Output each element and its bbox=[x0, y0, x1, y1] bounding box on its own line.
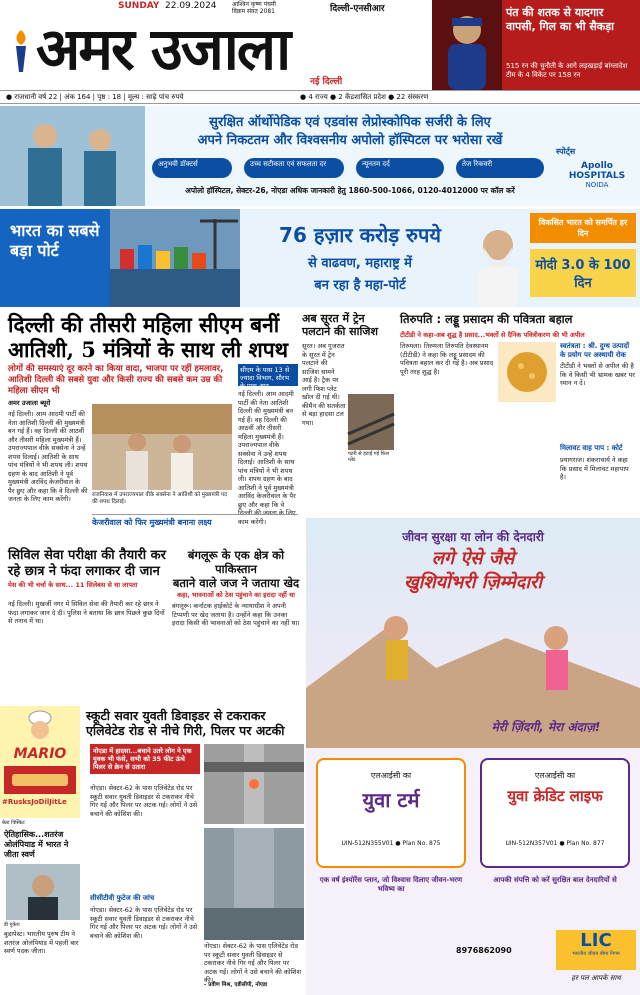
lic-logo bbox=[556, 930, 636, 970]
feature-pill: अनुभवी डॉक्टर्स bbox=[152, 158, 232, 178]
civil-headline2: रहे छात्र ने फंदा लगाकर दी जान bbox=[8, 564, 160, 579]
info-right: ● 4 राज्य ● 2 केंद्रशासित प्रदेश ● 22 संस्करण bbox=[300, 93, 429, 101]
lic-top3: खुशियोंभरी ज़िम्मेदारी bbox=[403, 572, 543, 593]
milavat-body: प्रयागराज। शंकराचार्य ने कहा कि प्रसाद में मिलावट महापाप है। bbox=[560, 456, 629, 481]
scooty-headline1: स्कूटी सवार युवती डिवाइडर से टकराकर bbox=[86, 708, 266, 723]
lead-story[interactable] bbox=[8, 312, 298, 362]
apollo-brand-loc: NOIDA bbox=[585, 181, 609, 189]
apollo-features bbox=[152, 158, 552, 180]
scooty-body: नोएडा। सेक्टर-62 के पास एलिवेटेड रोड पर स्कूटी सवार युवती डिवाइडर से टकराकर नीचे गिर गई और पिलर पर अटक गई। लोगों ने उसे बचाने की कोशिश की। bbox=[90, 784, 198, 818]
lic-plan1-uin: UIN-512N355V01 ● Plan No. 875 bbox=[341, 840, 441, 847]
port-right2: मोदी 3.0 के 100 दिन bbox=[530, 249, 636, 297]
apollo-tag: स्पोर्ट्स bbox=[556, 147, 576, 156]
tirupati-headline: तिरुपति : लड्डू प्रसादम की पवित्रता बहाल bbox=[400, 312, 573, 326]
chess-headline: ऐतिहासिक...शतरंज ओलंपियाड में भारत ने जीता स्वर्ण bbox=[4, 830, 69, 859]
scooty-body3: नोएडा। सेक्टर-62 के पास एलिवेटेड रोड पर स्कूटी सवार युवती डिवाइडर से टकराकर नीचे गिर गई और पिलर पर अटक गई। लोगों ने उसे बचाने की कोशिश की। bbox=[204, 942, 302, 984]
masthead bbox=[10, 14, 430, 90]
lead-sub-box: सीएम के पास 13 से ज्यादा विभाग, सौरभ के पास आठ bbox=[238, 364, 298, 386]
scooty-photo1 bbox=[204, 744, 304, 824]
lic-plan1-name: युवा टर्म bbox=[362, 788, 420, 812]
promo-sub: 515 रन की चुनौती के आगे लड़खड़ाई बांग्लादेश टीम के 4 विकेट पर 158 रन bbox=[506, 62, 628, 79]
apollo-headline1: सुरक्षित ऑर्थोपेडिक एवं एडवांस लेप्रोस्कोपिक सर्जरी के लिए bbox=[209, 115, 491, 130]
lic-plan2-uin: UIN-512N357V01 ● Plan No. 877 bbox=[505, 840, 605, 847]
scooty-credit: - प्रवीण मिश्र, एडीसीपी, नोएडा bbox=[204, 982, 268, 988]
bengaluru-headline2: बताने वाले जज ने जताया खेद bbox=[172, 576, 300, 590]
scooty-photo2 bbox=[204, 828, 304, 940]
chess-photo bbox=[6, 864, 80, 920]
feature-pill: न्यूनतम दर्द bbox=[356, 158, 444, 178]
milavat-headline: मिलावट वाह पाप : कोर्ट bbox=[560, 444, 623, 452]
edition: दिल्ली-एनसीआर bbox=[330, 4, 385, 14]
bengaluru-headline1: बंगलूरू के एक क्षेत्र को पाकिस्तान bbox=[187, 548, 285, 576]
feature-pill: उच्च सटीकता एवं सफलता दर bbox=[244, 158, 344, 178]
bengaluru-sub: कहा, भावनाओं को ठेस पहुंचाने का इरादा नहीं था bbox=[177, 591, 295, 599]
lic-top2: लगे ऐसे जैसे bbox=[431, 548, 515, 569]
lic-phone: 8976862090 bbox=[456, 946, 512, 955]
scooty-story[interactable] bbox=[86, 708, 304, 738]
lic-plan2-note: आपकी संपत्ति को करें सुरक्षित बाल देनदारियों से bbox=[493, 876, 617, 884]
torch-icon bbox=[10, 28, 32, 74]
port-photo bbox=[110, 209, 240, 307]
apollo-address: अपोलो हॉस्पिटल, सेक्टर-26, नोएडा अधिक जानकारी हेतु 1860-500-1066, 0120-4012000 पर कॉल करें bbox=[185, 186, 515, 195]
lic-plan2-pre: एलआईसी का bbox=[534, 771, 576, 780]
samvat: विक्रम संवत 2081 bbox=[232, 8, 275, 15]
lead-headline2: आतिशी, 5 मंत्रियों के साथ ली शपथ bbox=[8, 337, 289, 362]
port-line3: बन रहा है महा-पोर्ट bbox=[314, 278, 406, 293]
lic-top1: जीवन सुरक्षा या लोन की देनदारी bbox=[402, 530, 544, 544]
civil-sub: मेस की भी चर्चा के साथ... 11 सिलेबस से था लापता bbox=[8, 581, 138, 589]
surat-body: सूरत। अब गुजरात के सूरत में ट्रेन पलटाने की साजिश सामने आई है। ट्रैक पर लगी फिश प्लेट खोल दी गई थी। कीमैन की सतर्कता से बड़ा हादसा टल गया। bbox=[302, 342, 346, 427]
dateline-day: SUNDAY bbox=[118, 1, 160, 11]
scooty-cctv: सीसीटीवी फुटेज की जांच bbox=[90, 894, 155, 902]
surat-headline: अब सूरत में ट्रेन पलटाने की साजिश bbox=[302, 312, 378, 338]
apollo-brand: Apollo HOSPITALS bbox=[568, 161, 626, 181]
feature-pill: तेज रिकवरी bbox=[456, 158, 544, 178]
lead-photo-caption: राजनिवास में उपराज्यपाल वीके सक्सेना ने आतिशी को मुख्यमंत्री पद की शपथ दिलाई। bbox=[92, 492, 228, 505]
civil-body: नई दिल्ली। मुखर्जी नगर में सिविल सेवा की तैयारी कर रहे छात्र ने फंदा लगाकर जान दे दी। पुलिस ने बताया कि छात्र पिछले कुछ दिनों से तनाव में था। bbox=[8, 600, 165, 625]
lic-brand: LIC bbox=[580, 930, 612, 951]
port-right1: विकसित भारत को समर्पित हर दिन bbox=[530, 213, 636, 243]
header-promo[interactable] bbox=[432, 0, 640, 90]
civil-headline1: सिविल सेवा परीक्षा की तैयारी कर bbox=[8, 548, 166, 563]
surgery-photo bbox=[0, 106, 145, 206]
lic-plan2-name: युवा क्रेडिट लाइफ bbox=[507, 787, 603, 805]
lic-plan1-note: एक वर्ष इंश्योरेंस प्लान, जो विश्वास दिलाए जीवन-भरण भविष्य का bbox=[319, 876, 463, 893]
mario-brand: MARIO bbox=[13, 746, 67, 762]
lic-slogan: मेरी ज़िंदगी, मेरा अंदाज़! bbox=[491, 720, 601, 734]
lead-deck: लोगों की समस्याएं दूर करने का किया वादा, भाजपा पर रहीं हमलावर, आतिशी दिल्ली की सबसे युवा और किसी राज्य की सबसे कम उम्र की महिला सीएम भी bbox=[8, 364, 224, 396]
tirupati-body: तिरुमला। तिरुमला तिरुपति देवस्थानम (टीटीडी) ने कहा कि लड्डू प्रसादम की पवित्रता बहाल कर दी गई है। अब प्रसाद पूरी तरह शुद्ध है। bbox=[400, 342, 494, 376]
rusk-pack bbox=[4, 766, 76, 794]
lic-plan1-card[interactable] bbox=[316, 758, 466, 868]
lic-plan2-card[interactable] bbox=[480, 758, 630, 868]
lic-brand-full: भारतीय जीवन बीमा निगम bbox=[572, 951, 620, 957]
laddu-photo bbox=[498, 342, 556, 402]
masthead-title: अमर उजाला bbox=[36, 15, 290, 83]
scooty-headline2: एलिवेटेड रोड से नीचे गिरी, पिलर पर अटकी bbox=[86, 723, 285, 738]
lic-tagline: हर पल आपके साथ bbox=[571, 974, 621, 982]
info-left: ● राजधानी वर्ष 22 | अंक 164 | पृष्ठ : 18 | मूल्य : साढ़े पांच रुपये bbox=[6, 93, 184, 101]
port-left: भारत का सबसे बड़ा पोर्ट bbox=[0, 209, 110, 307]
apollo-ad[interactable] bbox=[0, 106, 640, 206]
tirupati-sub: टीटीडी ने कहा-अब शुद्ध है प्रसाद...भक्तों से दैनिक पवित्रीकरण की भी अपील bbox=[400, 331, 585, 339]
lead-body: नई दिल्ली। आम आदमी पार्टी की नेता आतिशी दिल्ली की मुख्यमंत्री बन गई हैं। वह दिल्ली की आठवीं और तीसरी महिला मुख्यमंत्री हैं। उपराज्यपाल वीके सक्सेना ने उन्हें शपथ दिलाई। आतिशी के साथ पांच मंत्रियों ने भी शपथ ली। शपथ ग्रहण के बाद आतिशी ने पूर्व मुख्यमंत्री अरविंद केजरीवाल के पैर छुए और कहा कि वे दिल्ली की जनता के लिए काम करेंगी। bbox=[8, 410, 88, 503]
masthead-city: नई दिल्ली bbox=[310, 77, 343, 87]
lead-photo bbox=[92, 404, 232, 490]
port-ad[interactable] bbox=[0, 209, 640, 307]
surat-caption: पटरी से हटाई गई फिश प्लेट bbox=[348, 451, 390, 463]
swami-headline: स्वतंत्रता : श्री. दुग्ध उत्पादों के प्रयोग पर अस्थायी रोक bbox=[560, 342, 630, 359]
chef-icon bbox=[24, 710, 56, 742]
lic-plan1-pre: एलआईसी का bbox=[370, 771, 412, 780]
pm-photo bbox=[470, 209, 526, 307]
promo-headline: पंत की शतक से यादगार वापसी, गिल का भी सैकड़ा bbox=[506, 6, 614, 33]
surat-photo bbox=[348, 394, 394, 450]
port-line2: से वाढवण, महाराष्ट्र में bbox=[308, 256, 412, 271]
lead-byline: अमर उजाला ब्यूरो bbox=[8, 399, 51, 407]
kejriwal-heading: केजरीवाल को फिर मुख्यमंत्री बनाना लक्ष्य bbox=[92, 514, 298, 528]
civil-story[interactable] bbox=[8, 548, 168, 589]
port-amount: 76 हज़ार करोड़ रुपये bbox=[279, 223, 441, 247]
info-bar bbox=[0, 90, 640, 104]
apollo-headline2: अपने निकटतम और विश्वसनीय अपोलो हॉस्पिटल पर भरोसा रखें bbox=[197, 133, 503, 148]
lic-ad[interactable] bbox=[306, 518, 640, 995]
cricketer-photo bbox=[432, 0, 502, 90]
bengaluru-body: बंगलूरू। कर्नाटक हाईकोर्ट के न्यायाधीश ने अपनी टिप्पणी पर खेद जताया है। उन्होंने कहा कि उनका इरादा किसी की भावनाओं को ठेस पहुंचाने का नहीं था। bbox=[172, 602, 300, 627]
chess-body: बुडापेस्ट। भारतीय पुरुष टीम ने शतरंज ओलंपियाड में पहली बार स्वर्ण पदक जीता। bbox=[4, 930, 79, 955]
lead-body-col2: नई दिल्ली। आम आदमी पार्टी की नेता आतिशी दिल्ली की मुख्यमंत्री बन गई हैं। वह दिल्ली की आठवीं और तीसरी महिला मुख्यमंत्री हैं। उपराज्यपाल वीके सक्सेना ने उन्हें शपथ दिलाई। आतिशी के साथ पांच मंत्रियों ने भी शपथ ली। शपथ ग्रहण के बाद आतिशी ने पूर्व मुख्यमंत्री अरविंद केजरीवाल के पैर छुए और कहा कि वे दिल्ली की जनता के लिए काम करेंगी। bbox=[238, 390, 296, 526]
lead-headline1: दिल्ली की तीसरी महिला सीएम बनीं bbox=[8, 312, 280, 337]
mario-ad[interactable] bbox=[0, 706, 80, 818]
chess-caption: डी गुकेश bbox=[4, 922, 20, 928]
scooty-body2: नोएडा। सेक्टर-62 के पास एलिवेटेड रोड पर स्कूटी सवार युवती डिवाइडर से टकराकर नीचे गिर गई और पिलर पर अटक गई। लोगों ने उसे बचाने की कोशिश की। bbox=[90, 906, 198, 940]
hindi-date: आश्विन कृष्ण पंचमी bbox=[232, 1, 276, 8]
mario-hashtag: #RusksJoDilJitLe bbox=[2, 798, 67, 806]
mario-label: बेल्ट विस्किट bbox=[2, 820, 25, 826]
apollo-logo bbox=[558, 161, 636, 189]
swami-body: टीटीडी ने भक्तों से अपील की है कि वे किसी भी भ्रामक खबर पर ध्यान न दें। bbox=[560, 362, 635, 387]
dateline-date: 22.09.2024 bbox=[165, 1, 217, 11]
scooty-highlight: नोएडा में हादसा...बचाने उतरे लोग ने एक युवक भी फंसे, सभी को 35 फीट ऊंचे पिलर से क्रेन से उतारा bbox=[90, 744, 200, 774]
bengaluru-story[interactable] bbox=[172, 548, 300, 599]
